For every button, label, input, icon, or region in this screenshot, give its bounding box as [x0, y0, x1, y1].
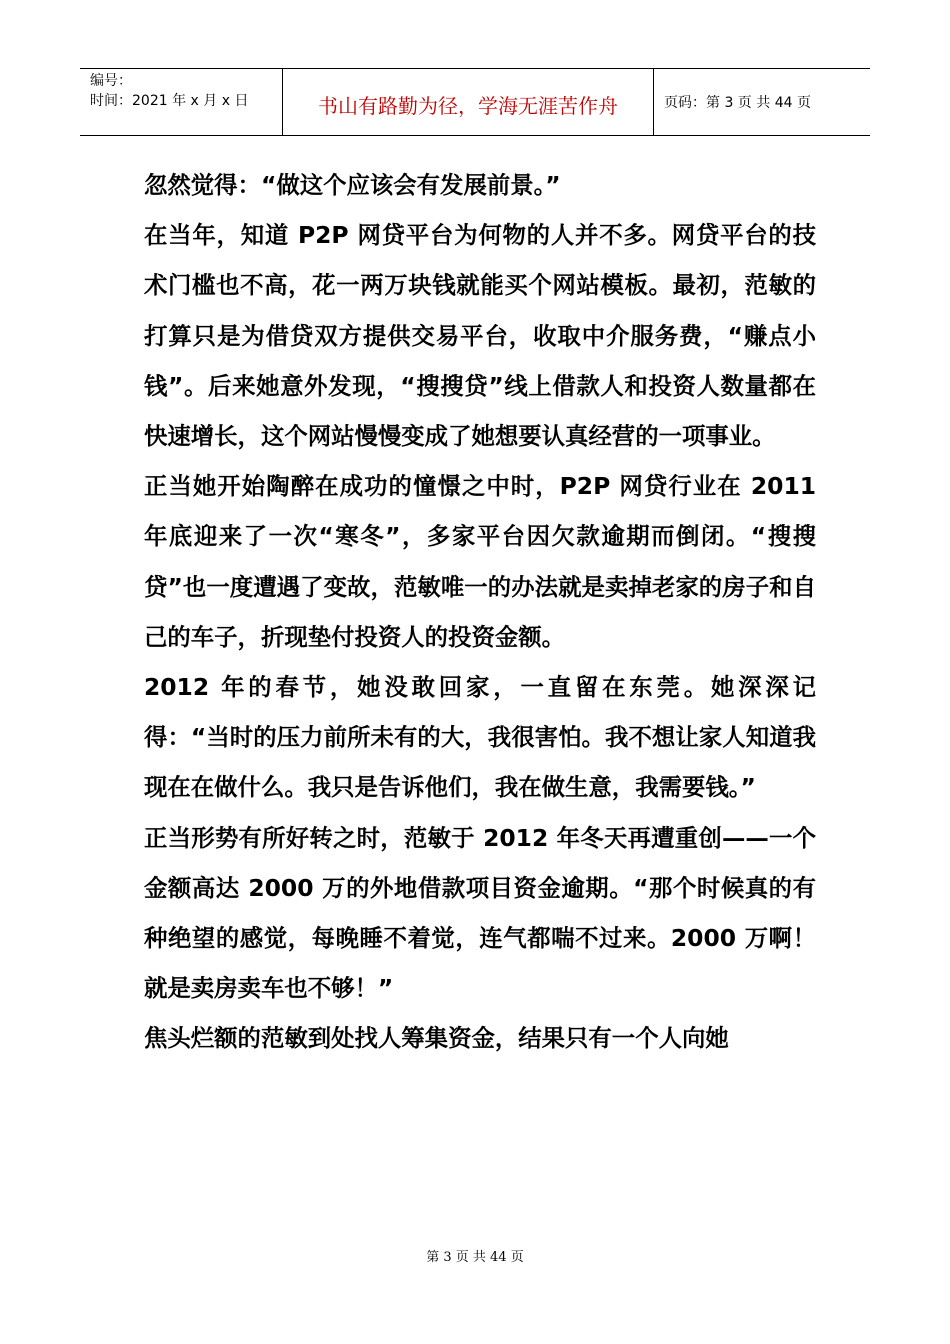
header-page-info: 页码：第 3 页 共 44 页 — [664, 95, 811, 111]
header-table — [80, 68, 870, 136]
document-number-label: 编号： — [90, 73, 132, 89]
paragraph: 焦头烂额的范敏到处找人筹集资金，结果只有一个人向她 — [144, 1024, 729, 1053]
paragraph: 正当形势有所好转之时，范敏于 2012 年冬天再遭重创——一个金额高达 2000 万的外地借款项目资金逾期。“那个时候真的有种绝望的感觉，每晚睡不着觉，连气都喘不过来。2000 万啊！就是卖房卖车也不够！” — [144, 823, 816, 1003]
document-time-label: 时间：2021 年 x 月 x 日 — [90, 93, 249, 109]
paragraph: 正当她开始陶醉在成功的憧憬之中时，P2P 网贷行业在 2011 年底迎来了一次“寒冬”，多家平台因欠款逾期而倒闭。“搜搜贷”也一度遭遇了变故，范敏唯一的办法就是卖掉老家的房子和自己的车子，折现垫付投资人的投资金额。 — [144, 472, 816, 651]
header-motto: 书山有路勤为径，学海无涯苦作舟 — [282, 69, 654, 135]
paragraph: 2012 年的春节，她没敢回家，一直留在东莞。她深深记得：“当时的压力前所未有的大，我很害怕。我不想让家人知道我现在在做什么。我只是告诉他们，我在做生意，我需要钱。” — [144, 673, 816, 802]
header-meta — [80, 69, 282, 135]
paragraph: 忽然觉得：“做这个应该会有发展前景。” — [144, 171, 561, 199]
document-body — [144, 160, 816, 1064]
paragraph: 在当年，知道 P2P 网贷平台为何物的人并不多。网贷平台的技术门槛也不高，花一两万块钱就能买个网站模板。最初，范敏的打算只是为借贷双方提供交易平台，收取中介服务费，“赚点小钱”。后来她意外发现，“搜搜贷”线上借款人和投资人数量都在快速增长，这个网站慢慢变成了她想要认真经营的一项事业。 — [144, 221, 816, 451]
page-footer: 第 3 页 共 44 页 — [426, 1250, 524, 1265]
